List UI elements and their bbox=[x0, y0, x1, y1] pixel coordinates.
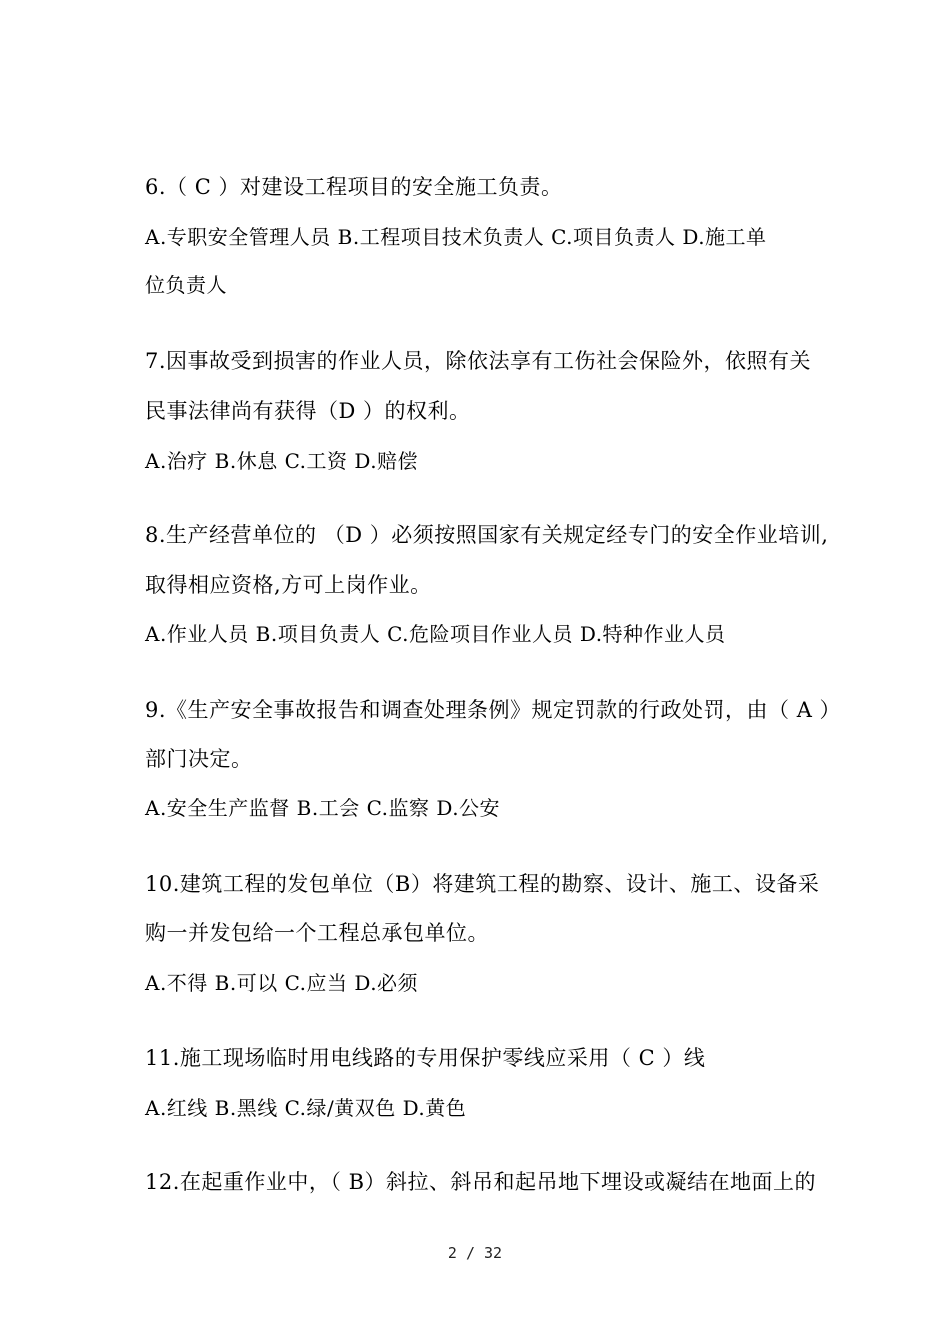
question-7-options: A.治疗 B.休息 C.工资 D.赔偿 bbox=[145, 449, 419, 473]
question-8-stem: 8.生产经营单位的 （D ）必须按照国家有关规定经专门的安全作业培训, bbox=[145, 523, 829, 547]
question-10-options: A.不得 B.可以 C.应当 D.必须 bbox=[145, 971, 419, 995]
page-number: 2 / 32 bbox=[447, 1244, 503, 1262]
question-6-options-cont: 位负责人 bbox=[145, 273, 227, 297]
question-9-options: A.安全生产监督 B.工会 C.监察 D.公安 bbox=[145, 796, 501, 820]
question-10-stem: 10.建筑工程的发包单位（B）将建筑工程的勘察、设计、施工、设备采 bbox=[145, 872, 820, 896]
question-9-stem: 9.《生产安全事故报告和调查处理条例》规定罚款的行政处罚，由（ A ） bbox=[145, 698, 842, 722]
question-11-options: A.红线 B.黑线 C.绿/黄双色 D.黄色 bbox=[145, 1096, 467, 1120]
question-8-options: A.作业人员 B.项目负责人 C.危险项目作业人员 D.特种作业人员 bbox=[145, 622, 726, 646]
question-9-stem-cont: 部门决定。 bbox=[145, 747, 253, 771]
question-11-stem: 11.施工现场临时用电线路的专用保护零线应采用（ C ）线 bbox=[145, 1046, 706, 1070]
question-7-stem-cont: 民事法律尚有获得（D ）的权利。 bbox=[145, 399, 471, 423]
question-6-options: A.专职安全管理人员 B.工程项目技术负责人 C.项目负责人 D.施工单 bbox=[145, 225, 767, 249]
question-6-stem: 6.（ C ）对建设工程项目的安全施工负责。 bbox=[145, 175, 563, 199]
question-7-stem: 7.因事故受到损害的作业人员，除依法享有工伤社会保险外，依照有关 bbox=[145, 349, 812, 373]
question-12-stem: 12.在起重作业中，（ B）斜拉、斜吊和起吊地下埋设或凝结在地面上的 bbox=[145, 1170, 817, 1194]
question-8-stem-cont: 取得相应资格,方可上岗作业。 bbox=[145, 573, 432, 597]
question-10-stem-cont: 购一并发包给一个工程总承包单位。 bbox=[145, 921, 489, 945]
